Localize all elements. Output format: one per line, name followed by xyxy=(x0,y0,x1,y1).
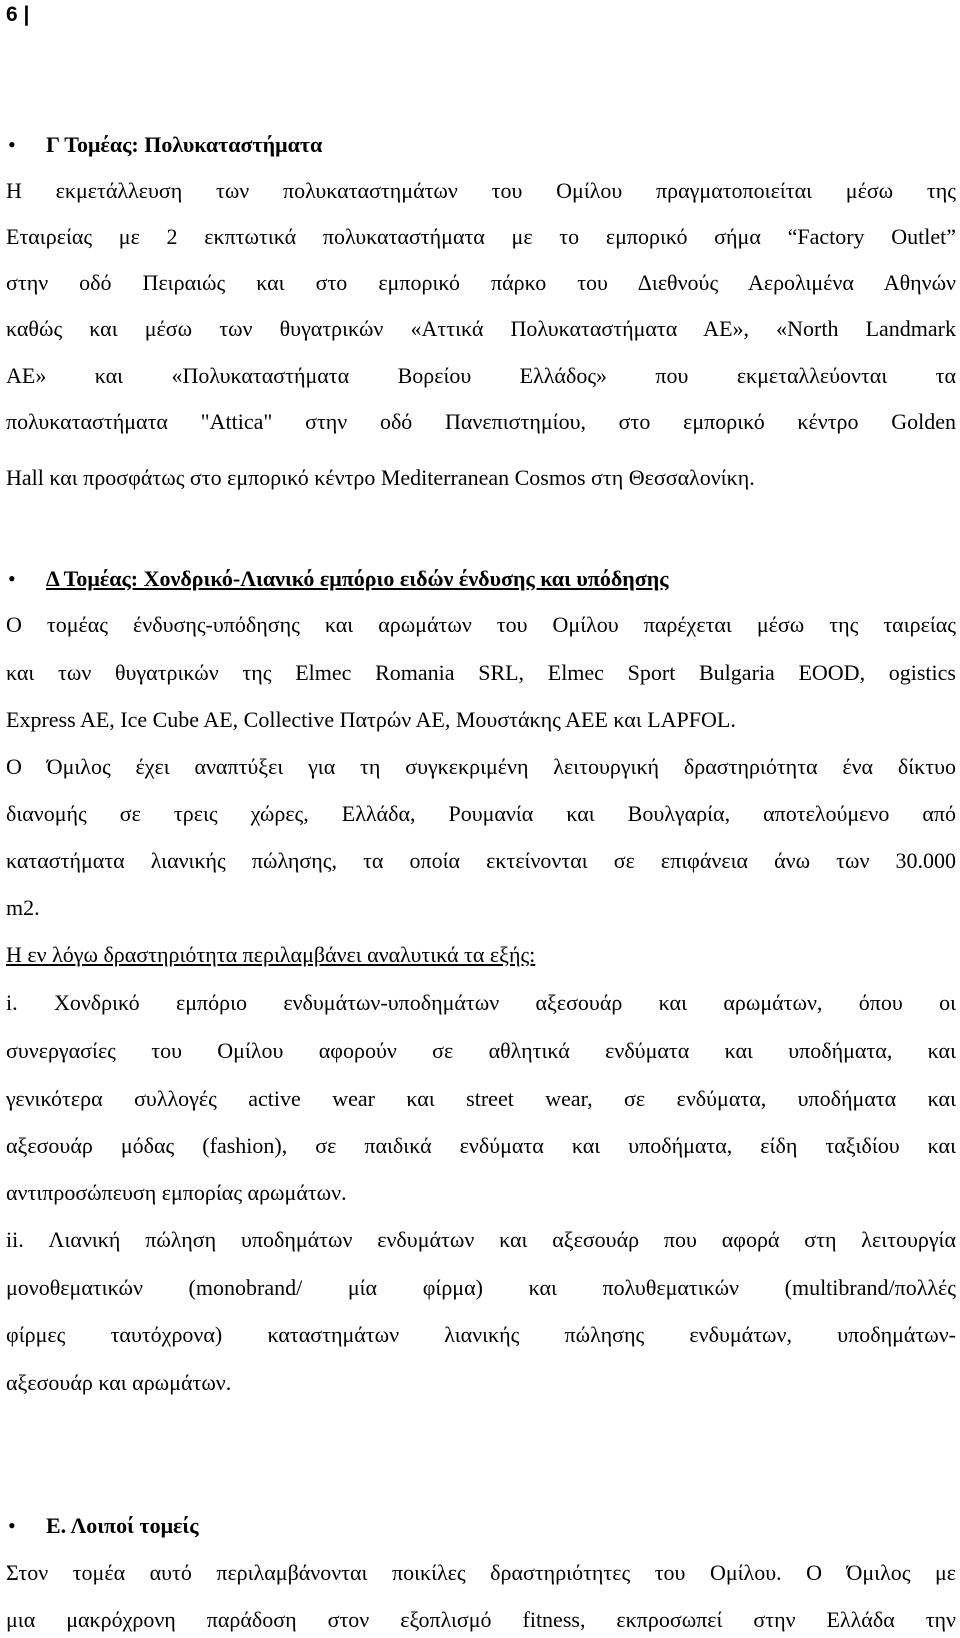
paragraph-line: καθώς και μέσω των θυγατρικών «Αττικά Πολυκαταστήματα ΑΕ», «North Landmark xyxy=(6,316,956,341)
heading-text: Ε. Λοιποί τομείς xyxy=(46,1513,199,1538)
paragraph-line: ii. Λιανική πώληση υποδημάτων ενδυμάτων και αξεσουάρ που αφορά στη λειτουργία xyxy=(6,1227,956,1252)
subheading-line: Η εν λόγω δραστηριότητα περιλαμβάνει αναλυτικά τα εξής: xyxy=(6,942,536,967)
bullet-icon: • xyxy=(8,1513,16,1538)
paragraph-line: γενικότερα συλλογές active wear και street wear, σε ενδύματα, υποδήματα και xyxy=(6,1086,956,1111)
paragraph-line: m2. xyxy=(6,895,40,920)
section-heading-other-sectors xyxy=(0,1512,199,1540)
paragraph-line: Ο τομέας ένδυσης-υπόδησης και αρωμάτων του Ομίλου παρέχεται μέσω της ταιρείας xyxy=(6,612,956,637)
paragraph-line: διανομής σε τρεις χώρες, Ελλάδα, Ρουμανία και Βουλγαρία, αποτελούμενο από xyxy=(6,801,956,826)
bullet-icon: • xyxy=(8,566,16,591)
section-heading-apparel-footwear xyxy=(0,565,669,593)
paragraph-line: μονοθεματικών (monobrand/ μία φίρμα) και πολυθεματικών (multibrand/πολλές xyxy=(6,1275,956,1300)
paragraph-line: καταστήματα λιανικής πώλησης, τα οποία εκτείνονται σε επιφάνεια άνω των 30.000 xyxy=(6,848,956,873)
heading-text: Δ Τομέας: Χονδρικό-Λιανικό εμπόριο ειδών ένδυσης και υπόδησης xyxy=(46,566,669,591)
heading-text: Γ Τομέας: Πολυκαταστήματα xyxy=(46,132,323,157)
paragraph-line: Στον τομέα αυτό περιλαμβάνονται ποικίλες δραστηριότητες του Ομίλου. Ο Όμιλος με xyxy=(6,1560,956,1585)
paragraph-line: Η εκμετάλλευση των πολυκαταστημάτων του Ομίλου πραγματοποιείται μέσω της xyxy=(6,178,956,203)
paragraph-line: Εταιρείας με 2 εκπτωτικά πολυκαταστήματα με το εμπορικό σήμα “Factory Outlet” xyxy=(6,224,956,249)
paragraph-line: φίρμες ταυτόχρονα) καταστημάτων λιανικής πώλησης ενδυμάτων, υποδημάτων- xyxy=(6,1322,956,1347)
paragraph-line: αξεσουάρ και αρωμάτων. xyxy=(6,1370,232,1395)
paragraph-line: i. Χονδρικό εμπόριο ενδυμάτων-υποδημάτων αξεσουάρ και αρωμάτων, όπου οι xyxy=(6,990,956,1015)
paragraph-line: Express AE, Ice Cube AE, Collective Πατρών ΑΕ, Μουστάκης ΑΕΕ και LAPFOL. xyxy=(6,707,736,732)
paragraph-line: Hall και προσφάτως στο εμπορικό κέντρο Mediterranean Cosmos στη Θεσσαλονίκη. xyxy=(6,465,755,490)
paragraph-line: ΑΕ» και «Πολυκαταστήματα Βορείου Ελλάδος» που εκμεταλλεύονται τα xyxy=(6,363,956,388)
bullet-icon: • xyxy=(8,132,16,157)
paragraph-line: μια μακρόχρονη παράδοση στον εξοπλισμό fitness, εκπροσωπεί στην Ελλάδα την xyxy=(6,1607,956,1632)
paragraph-line: αντιπροσώπευση εμπορίας αρωμάτων. xyxy=(6,1180,347,1205)
paragraph-line: συνεργασίες του Ομίλου αφορούν σε αθλητικά ενδύματα και υποδήματα, και xyxy=(6,1038,956,1063)
paragraph-line: και των θυγατρικών της Elmec Romania SRL, Elmec Sport Bulgaria EOOD, ogistics xyxy=(6,660,956,685)
paragraph-line: στην οδό Πειραιώς και στο εμπορικό πάρκο του Διεθνούς Αερολιμένα Αθηνών xyxy=(6,270,956,295)
paragraph-line: αξεσουάρ μόδας (fashion), σε παιδικά ενδύματα και υποδήματα, είδη ταξιδίου και xyxy=(6,1133,956,1158)
paragraph-line: Ο Όμιλος έχει αναπτύξει για τη συγκεκριμένη λειτουργική δραστηριότητα ένα δίκτυο xyxy=(6,754,956,779)
section-heading-department-stores xyxy=(0,131,322,159)
page-number: 6 | xyxy=(6,3,30,26)
paragraph-line: πολυκαταστήματα "Attica" στην οδό Πανεπιστημίου, στο εμπορικό κέντρο Golden xyxy=(6,409,956,434)
